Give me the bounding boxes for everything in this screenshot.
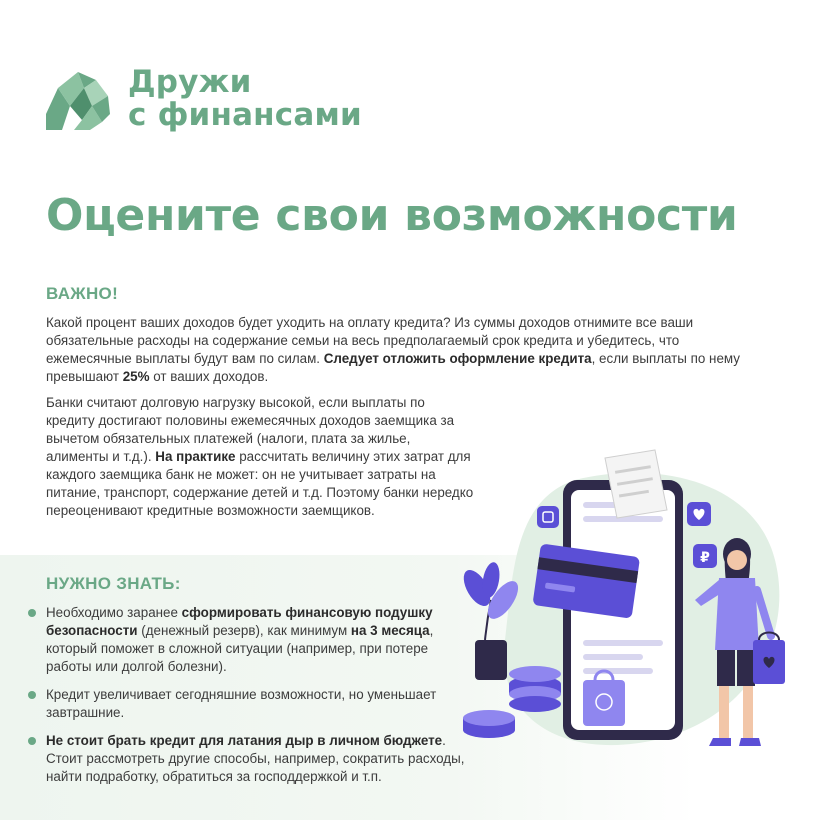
list-item-text — [46, 687, 436, 720]
text-run: , если выплаты по нему превышают — [46, 351, 740, 384]
text-run: . Стоит рассмотреть другие способы, например, сократить расходы, найти подработку, обратиться за господдержкой и т.п. — [46, 733, 465, 784]
list-item — [26, 732, 466, 786]
chip-bubble-icon — [537, 506, 559, 528]
list-item — [26, 604, 466, 676]
important-heading: ВАЖНО! — [46, 284, 119, 303]
emphasis-text: На практике — [155, 449, 236, 464]
emphasis-text: на 3 месяца — [350, 623, 430, 638]
emphasis-text: сформировать финансовую подушку безопасности — [46, 605, 433, 638]
text-run: от ваших доходов. — [149, 369, 269, 384]
brand-mark-icon — [44, 66, 114, 132]
bullet-dot-icon — [28, 737, 36, 745]
text-run: Банки считают долговую нагрузку высокой, если выплаты по кредиту достигают половины ежемесячных доходов заемщика за вычетом обязательных платежей (налоги, плата за жилье, алименты и т.д.). — [46, 395, 455, 464]
page-title: Оцените свои возможности — [46, 190, 738, 241]
brand-line-1: Дружи — [128, 64, 252, 100]
svg-text:₽: ₽ — [700, 550, 710, 566]
heart-bubble-icon — [687, 502, 711, 526]
list-item — [26, 686, 466, 722]
text-run: , который поможет в сложной ситуации (например, при потере работы или долгой болезни). — [46, 623, 434, 674]
emphasis-text: 25% — [122, 369, 150, 384]
need-to-know-list — [26, 604, 466, 796]
brand-line-2: с финансами — [128, 97, 362, 133]
finance-illustration — [455, 440, 800, 770]
ruble-bubble-icon — [693, 544, 717, 568]
important-paragraph-2 — [46, 394, 476, 520]
important-paragraph-1 — [46, 314, 746, 386]
text-run: Необходимо заранее — [46, 605, 182, 620]
text-run: (денежный резерв), как минимум — [137, 623, 351, 638]
bullet-dot-icon — [28, 691, 36, 699]
text-run: Какой процент ваших доходов будет уходить на оплату кредита? Из суммы доходов отнимите все ваши обязательные расходы на содержание семьи на весь предполагаемый срок кредита и убедитесь, что ежемесячные выплаты будут вам по силам. — [46, 315, 694, 366]
text-run: рассчитать величину этих затрат для каждого заемщика банк не может: он не учитывает затраты на питание, транспорт, содержание детей и т.д. Поэтому банки нередко переоценивают кредитные возможности заемщиков. — [46, 449, 474, 518]
text-run: Кредит увеличивает сегодняшние возможности, но уменьшает завтрашние. — [46, 687, 437, 720]
brand-logo — [44, 66, 362, 132]
emphasis-text: Следует отложить оформление кредита — [323, 351, 592, 366]
list-item-text — [46, 733, 464, 784]
list-item-text — [46, 605, 433, 674]
bullet-dot-icon — [28, 609, 36, 617]
emphasis-text: Не стоит брать кредит для латания дыр в личном бюджете — [46, 733, 443, 748]
need-to-know-heading: НУЖНО ЗНАТЬ: — [46, 574, 181, 593]
